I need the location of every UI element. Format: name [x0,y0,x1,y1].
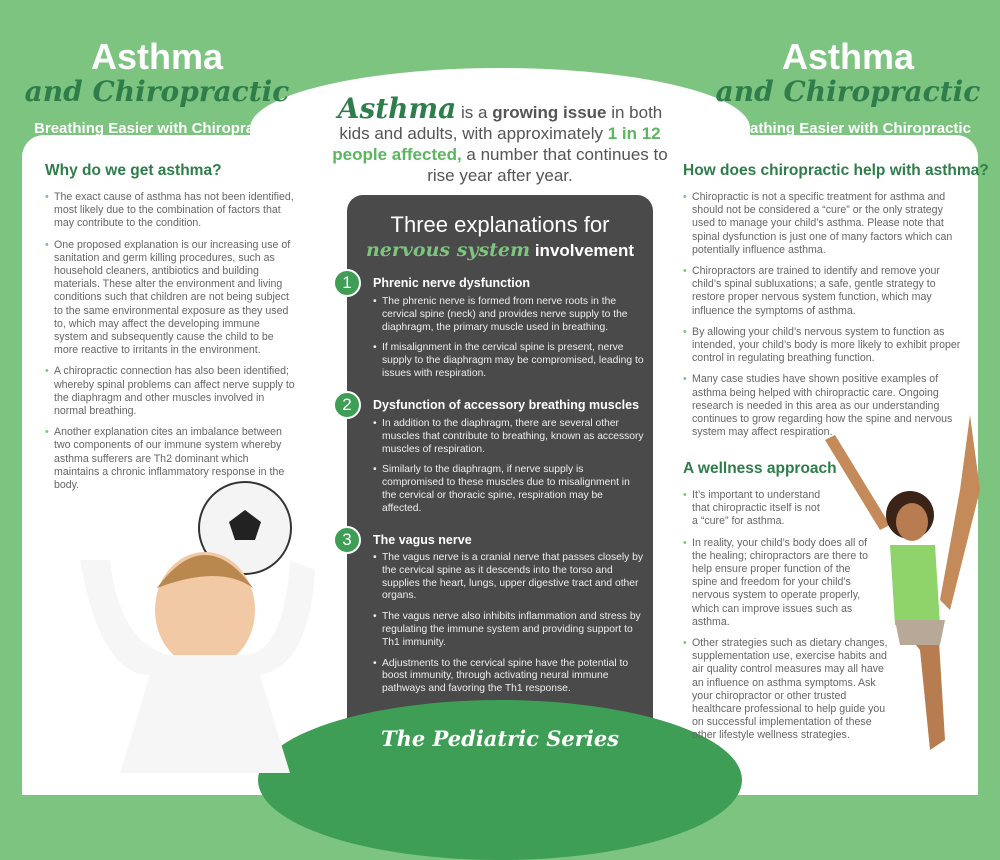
brand-title: Asthma [781,36,915,77]
list-item: • The exact cause of asthma has not been identified, most likely due to the combination of factors that may contribute to the condition. [45,191,295,231]
panel-title-word: involvement [530,241,635,260]
intro-text: in both kids and adults, with approximately [339,103,663,143]
number-badge: 2 [333,391,361,419]
list-item: • It’s important to understand that chiropractic itself is not a “cure” for asthma. [683,489,823,529]
list-item: • In addition to the diaphragm, there are several other muscles that contribute to breathing, known as accessory muscles of respiration. [373,418,645,456]
wellness-heading: A wellness approach [683,460,837,477]
brand-subtitle: Breathing Easier with Chiropractic [725,120,971,137]
right-bullets [683,191,963,447]
left-bullets [45,191,295,500]
number-badge: 3 [333,526,361,554]
list-item: • In reality, your child’s body does all of the healing; chiropractors are there to help ensure proper function of the spine and freedom for your child’s nervous system to operate properly, which can improve issues such as asthma. [683,537,873,629]
panel-title [347,213,653,263]
list-item: • A chiropractic connection has also been identified; whereby spinal problems can affect nerve supply to the diaphragm and other muscles involved in normal breathing. [45,365,295,418]
list-item: • Other strategies such as dietary changes, supplementation use, exercise habits and air quality control measures may all have an influence on asthma symptoms. Ask your chiropractor or other trusted healthcare professional to help guide you on successful implementation of these other lifestyle wellness strategies. [683,637,888,743]
section-bullets [373,552,645,704]
brand-script: and Chiropractic [715,75,981,108]
intro-text: a number that continues to rise year after year. [427,145,668,185]
wellness-bullets [683,489,888,751]
list-item: • Many case studies have shown positive examples of asthma being helped with chiropractic care. Ongoing research is needed in this area as our understanding continues to grow regarding how the spine and nervous system may affect respiration. [683,373,963,439]
list-item: • The phrenic nerve is formed from nerve roots in the cervical spine (neck) and provides nerve supply to the diaphragm, the primary muscle used in breathing. [373,296,645,334]
list-item: • Adjustments to the cervical spine have the potential to boost immunity, through activating neural immune pathways and favoring the Th1 response. [373,658,645,696]
intro-bold: growing issue [492,103,607,122]
list-item: • If misalignment in the cervical spine is present, nerve supply to the diaphragm may be compromised, leading to issues with respiration. [373,342,645,380]
right-heading: How does chiropractic help with asthma? [683,162,989,179]
brand-subtitle: Breathing Easier with Chiropractic [34,120,280,137]
list-item: • Similarly to the diaphragm, if nerve supply is compromised to these muscles due to misalignment in the cervical or thoracic spine, respiration may be affected. [373,464,645,515]
list-item: • By allowing your child’s nervous system to function as intended, your child’s body is more likely to exhibit proper control in regulating breathing function. [683,326,963,366]
right-brand [703,38,993,137]
section-bullets [373,418,645,524]
panel-title-script: nervous system [365,239,531,261]
section-heading: The vagus nerve [373,533,472,547]
list-item: • The vagus nerve also inhibits inflammation and stress by regulating the immune system and providing support to Th1 immunity. [373,611,645,649]
intro-text: is a [456,103,493,122]
intro-script: Asthma [337,92,457,125]
panel-title-line: Three explanations for [390,212,610,237]
left-heading: Why do we get asthma? [45,162,222,179]
list-item: • Chiropractic is not a specific treatment for asthma and should not be considered a “cure” or the only strategy used to manage your child’s asthma. Please note that spinal dysfunction is just one of many factors which can potentially influence asthma. [683,191,963,257]
section-bullets [373,296,645,389]
intro-stat: 1 in 12 people affected, [332,124,661,164]
series-title: The Pediatric Series [380,726,619,751]
brand-title: Asthma [90,36,224,77]
explanations-panel [342,195,653,755]
list-item: • The vagus nerve is a cranial nerve that passes closely by the cervical spine as it descends into the torso and supplies the heart, lungs, upper digestive tract and other organs. [373,552,645,603]
number-badge: 1 [333,269,361,297]
intro-statement [330,92,670,186]
list-item: • One proposed explanation is our increasing use of sanitation and germ killing procedures, such as household cleaners, antibiotics and building materials. These alter the environment and living conditions such that children are not being subject to the same environmental exposure as they used to, which may affect the developing immune system and subsequently cause the child to be more reactive to irritants in the environment. [45,239,295,358]
list-item: • Another explanation cites an imbalance between two components of our immune system whereby asthma sufferers are Th2 dominant which maintains a chronic inflammatory response in the body. [45,426,295,492]
section-heading: Phrenic nerve dysfunction [373,276,530,290]
list-item: • Chiropractors are trained to identify and remove your child’s spinal subluxations; a safe, gentle strategy to restore proper nervous system function, which may influence the symptoms of asthma. [683,265,963,318]
section-heading: Dysfunction of accessory breathing muscles [373,398,640,412]
brand-script: and Chiropractic [24,75,290,108]
left-brand [12,38,302,137]
footer-arc [258,700,742,860]
